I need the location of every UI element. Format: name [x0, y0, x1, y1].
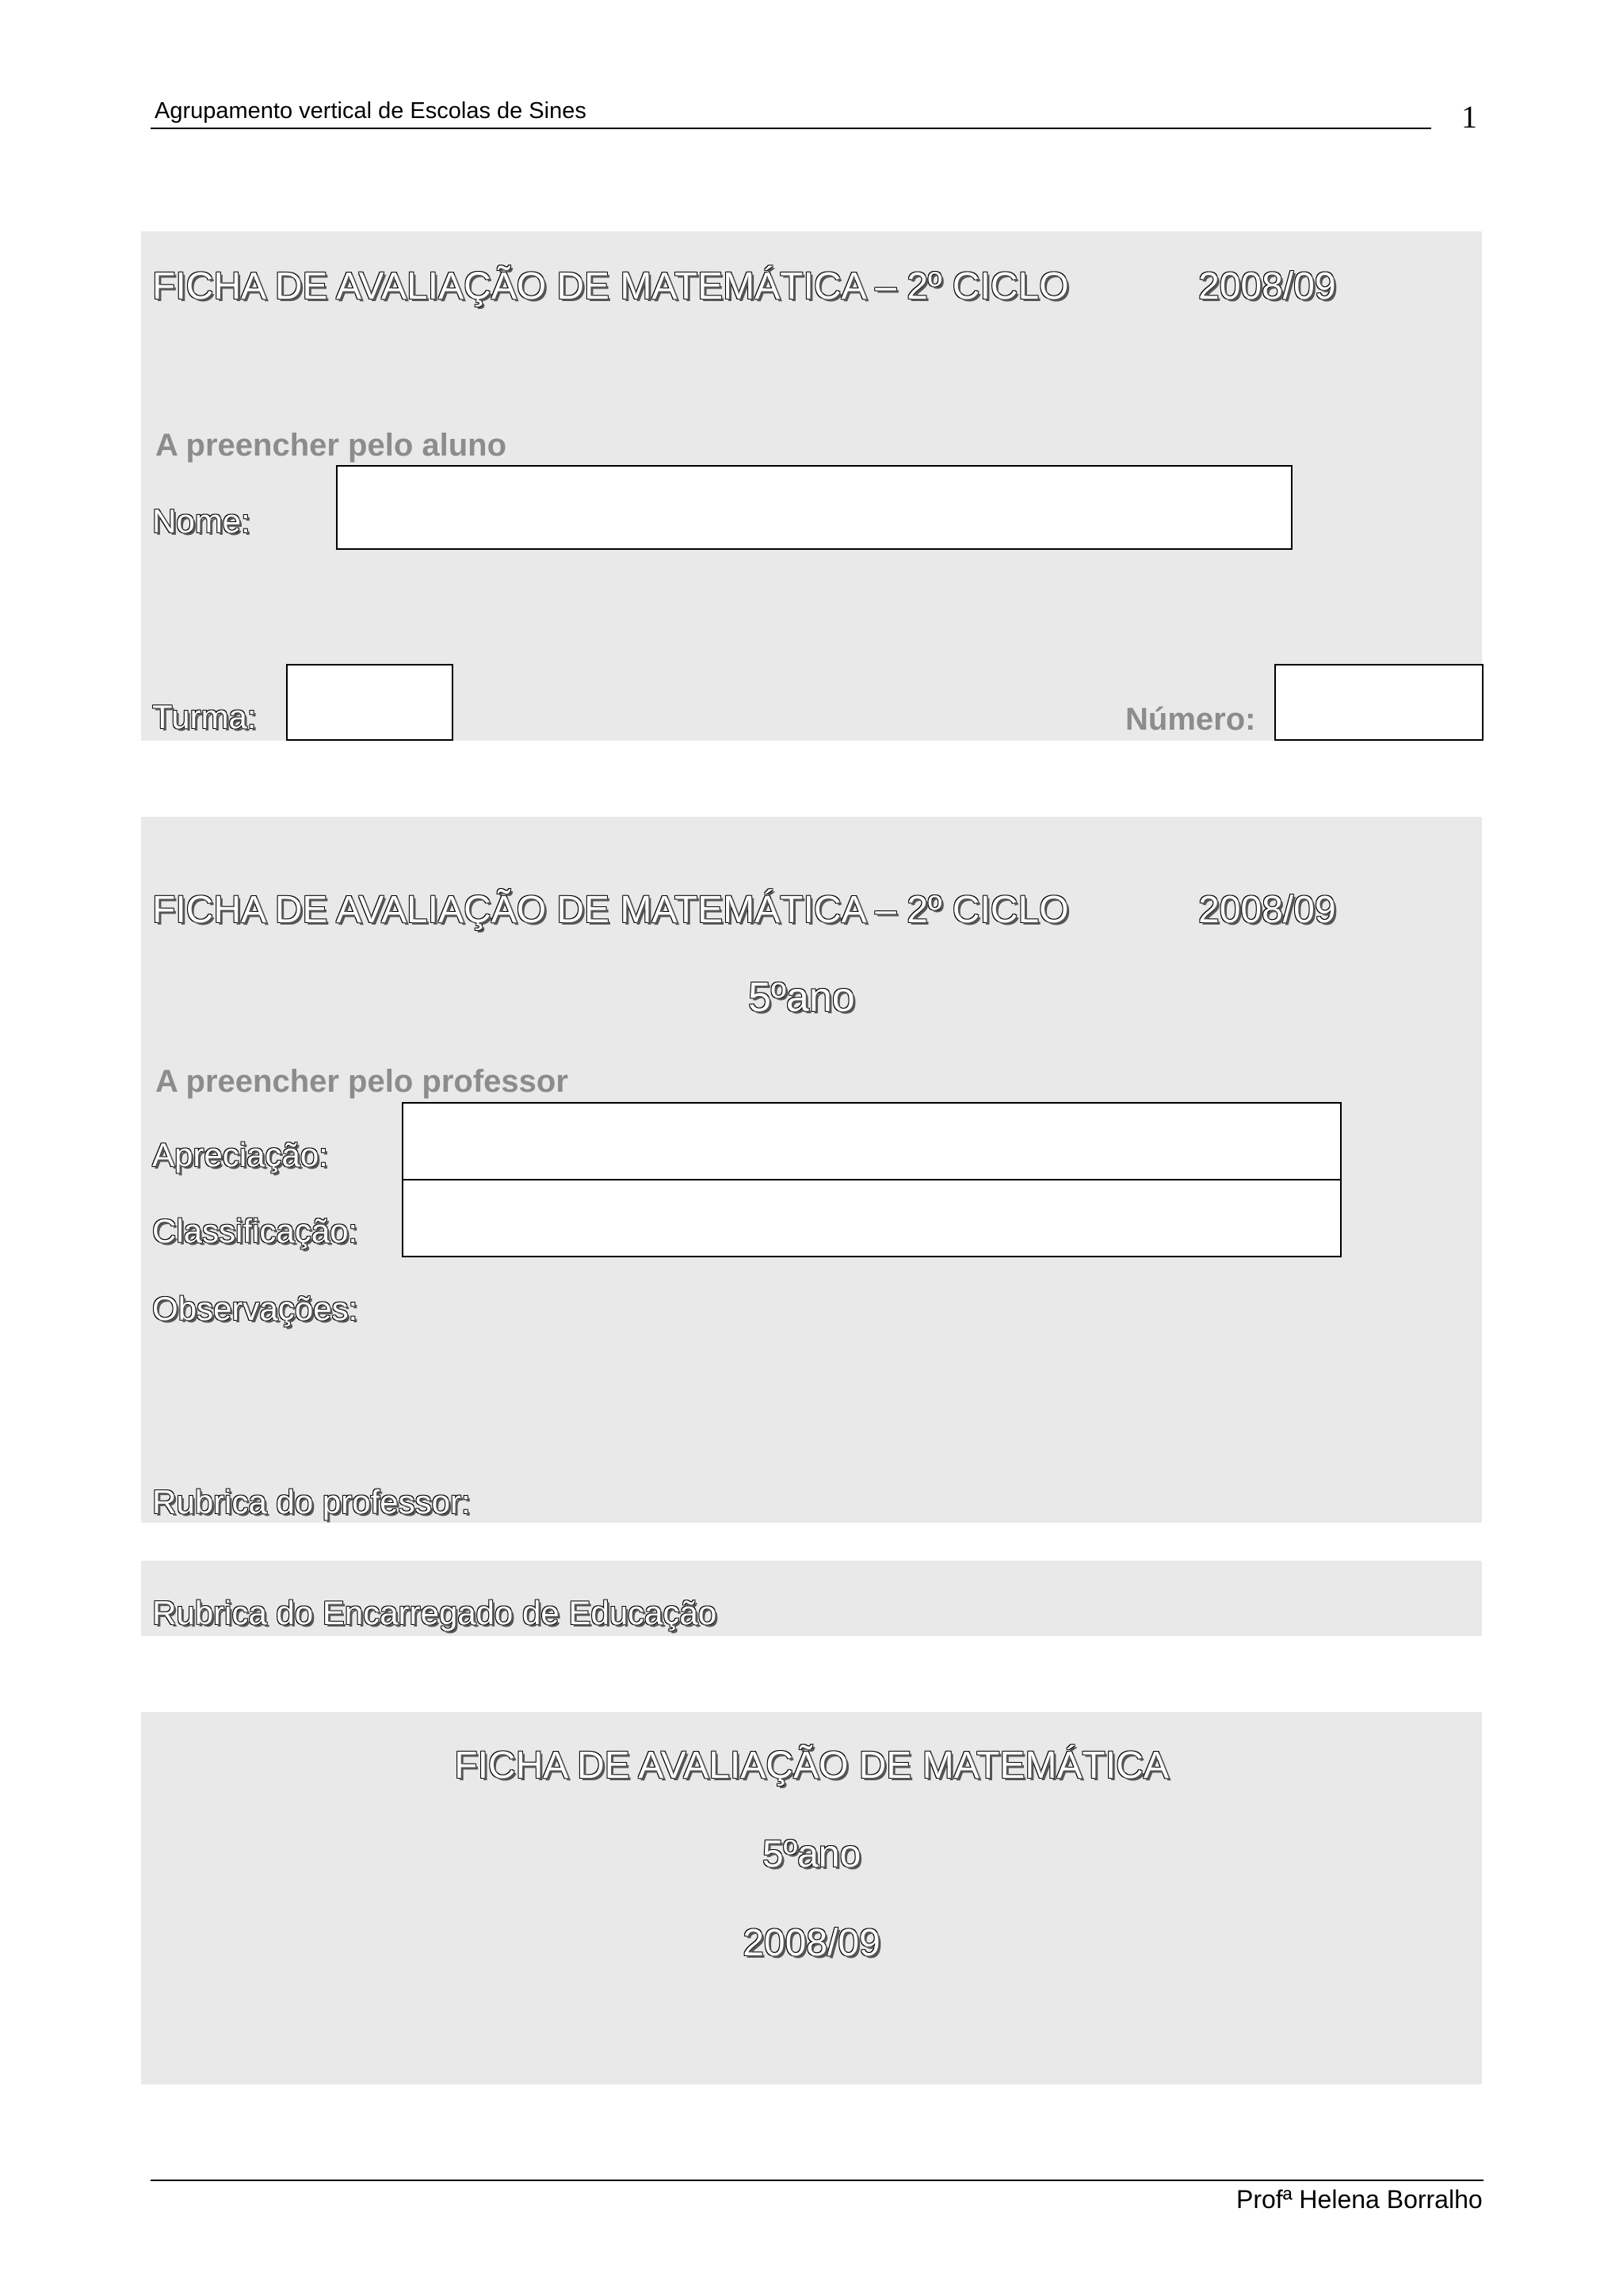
footer-divider: [151, 2180, 1484, 2181]
number-field[interactable]: [1274, 664, 1484, 741]
student-block-title: FICHA DE AVALIAÇÃO DE MATEMÁTICA – 2º CICLO: [152, 265, 1069, 307]
footer-author: Profª Helena Borralho: [1236, 2185, 1483, 2214]
name-field[interactable]: [336, 465, 1293, 550]
teacher-signature-label: Rubrica do professor:: [152, 1483, 471, 1520]
cover-year: 2008/09: [743, 1922, 880, 1964]
appreciation-label: Apreciação:: [152, 1136, 328, 1173]
student-block-year: 2008/09: [1198, 265, 1336, 307]
number-label: Número:: [1125, 702, 1256, 737]
teacher-block-year: 2008/09: [1198, 889, 1336, 931]
school-header: Agrupamento vertical de Escolas de Sines: [155, 98, 586, 124]
name-label: Nome:: [152, 502, 250, 540]
student-subheading: A preencher pelo aluno: [155, 428, 507, 463]
page-number: 1: [1461, 99, 1477, 135]
appreciation-field[interactable]: [402, 1102, 1342, 1180]
cover-grade: 5ºano: [762, 1833, 861, 1875]
class-field[interactable]: [286, 664, 453, 741]
class-label: Turma:: [152, 698, 257, 735]
teacher-block-title: FICHA DE AVALIAÇÃO DE MATEMÁTICA – 2º CICLO: [152, 889, 1069, 931]
teacher-block-grade: 5ºano: [748, 974, 855, 1020]
guardian-signature-label: Rubrica do Encarregado de Educação: [152, 1594, 717, 1631]
observations-label: Observações:: [152, 1290, 358, 1327]
classification-field[interactable]: [402, 1179, 1342, 1257]
cover-title: FICHA DE AVALIAÇÃO DE MATEMÁTICA: [454, 1745, 1169, 1787]
teacher-subheading: A preencher pelo professor: [155, 1064, 568, 1099]
classification-label: Classificação:: [152, 1212, 358, 1249]
header-divider: [151, 128, 1431, 129]
